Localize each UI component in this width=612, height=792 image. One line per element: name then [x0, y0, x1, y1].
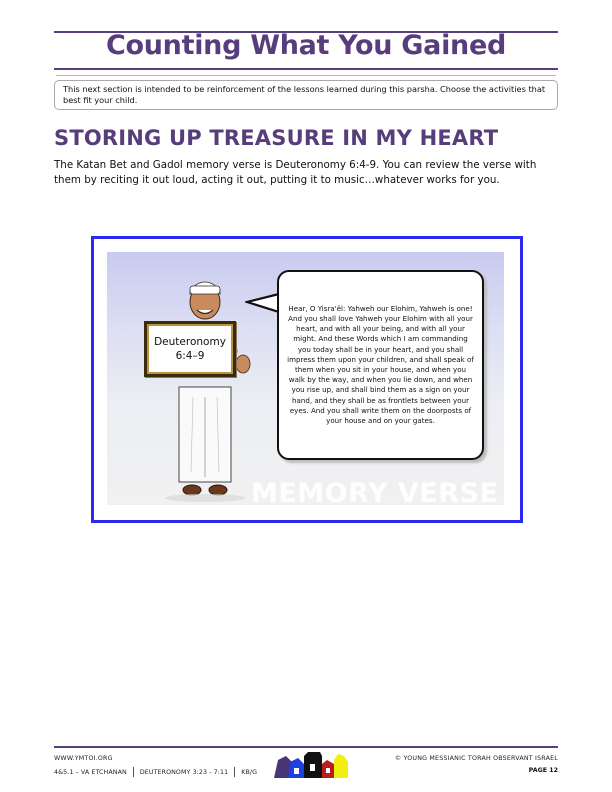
memory-verse-illustration	[107, 252, 504, 505]
footer-separator	[133, 767, 134, 777]
header-bottom-rule	[54, 68, 558, 70]
footer-lesson-info	[54, 767, 257, 777]
verse-reference-sign	[144, 321, 236, 377]
section-body: The Katan Bet and Gadol memory verse is Deuteronomy 6:4-9. You can review the verse with them by reciting it out loud, acting it out, putting it to music…whatever works for you.	[54, 159, 537, 186]
memory-verse-watermark: MEMORY VERSE	[251, 478, 499, 505]
ymtoi-logo-icon	[272, 750, 350, 780]
boy-figure-icon	[145, 272, 255, 502]
page-number: PAGE 12	[528, 767, 558, 774]
footer-separator	[234, 767, 235, 777]
page-title: Counting What You Gained	[106, 30, 506, 61]
intro-note: This next section is intended to be reinforcement of the lessons learned during this parsha. Choose the activities that best fit your child.	[54, 80, 558, 110]
speech-bubble	[277, 270, 484, 460]
sign-book: Deuteronomy	[154, 336, 226, 348]
footer-reference: DEUTERONOMY 3:23 - 7:11	[139, 768, 229, 776]
footer-copyright: © YOUNG MESSIANIC TORAH OBSERVANT ISRAEL	[394, 755, 558, 762]
footer-website[interactable]: WWW.YMTOI.ORG	[54, 755, 113, 762]
footer-lesson: 4&5.1 – VA ETCHANAN	[54, 768, 127, 776]
memory-verse-text: Hear, O Yisra'ěl: Yahweh our Elohim, Yahweh is one! And you shall love Yahweh your Elohim with all your heart, and with all your being, and with all your might. And these Words which I am commanding you today shall be in your heart, and you shall impress them upon your children, and shall speak of them when you sit in your house, and when you walk by the way, and when you lie down, and when you rise up, and shall bind them as a sign on your hand, and they shall be as frontlets between your eyes. And you shall write them on the doorposts of your house and on your gates.	[287, 303, 474, 426]
section-heading: STORING UP TREASURE IN MY HEART	[54, 126, 499, 150]
footer-rule	[54, 746, 558, 748]
footer-level: KB/G	[241, 768, 258, 776]
sign-chapter-verse: 6:4–9	[175, 350, 205, 362]
header-gray-rule	[56, 75, 556, 76]
